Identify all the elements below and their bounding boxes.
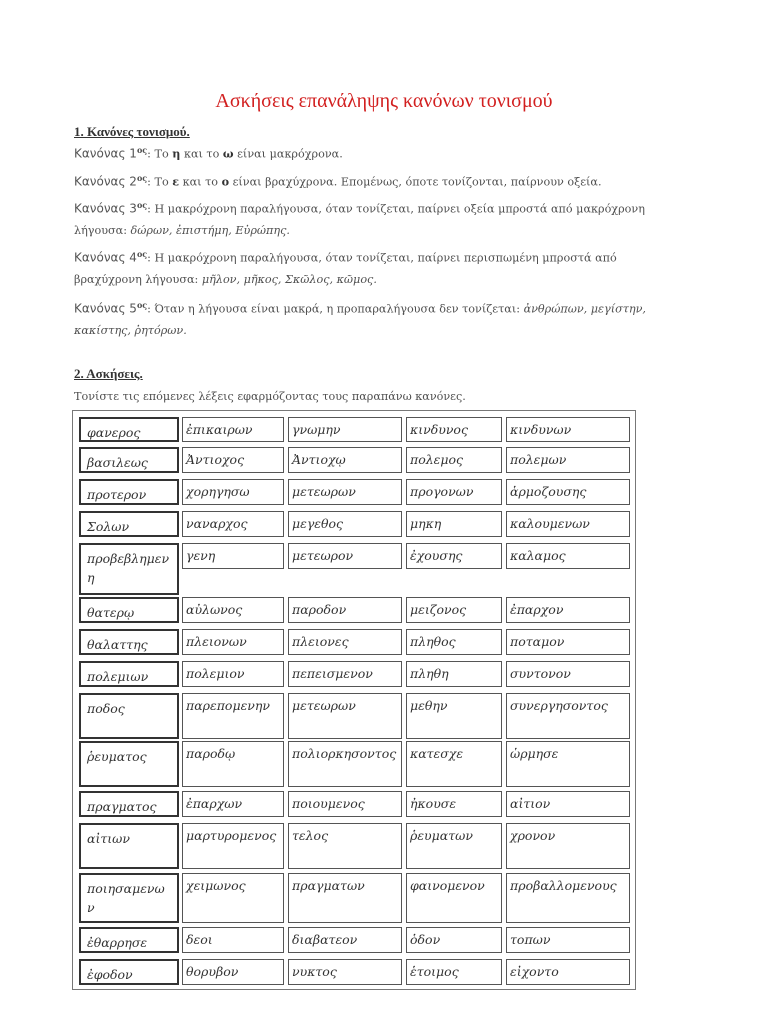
rule-label: Κανόνας 5 [74,301,137,316]
table-row [73,873,635,923]
table-cell-word-first: ἐφοδον [79,959,179,985]
table-cell-word-first: θατερῳ [79,597,179,623]
table-cell-word-first: φανερος [79,417,179,442]
rule-label: Κανόνας 1 [74,146,137,161]
table-cell-word-first: προβεβλημενη [79,543,179,595]
table-cell-word: πραγματων [288,873,402,923]
table-cell-word: Ἀντιοχῳ [288,447,402,473]
rule-2: Κανόνας $2^{o\varsigma}$: Το ε και το ο είναι βραχύχρονα. Επομένως, όποτε τονίζονται, παίρνουν οξεία. [74,173,602,189]
table-cell-word: συνεργησοντος [506,693,630,739]
table-cell-word: μειζονος [406,597,502,623]
table-cell-word: καλαμος [506,543,630,569]
table-cell-word: παροδῳ [182,741,284,787]
rule-label: Κανόνας 2 [74,174,137,189]
exercise-table [72,410,636,990]
table-row [73,927,635,953]
table-cell-word: μηκη [406,511,502,537]
table-cell-word: ἑτοιμος [406,959,502,985]
table-cell-word-first: ποιησαμενων [79,873,179,923]
table-cell-word: παροδον [288,597,402,623]
table-cell-word: Ἀντιοχος [182,447,284,473]
table-cell-word: γνωμην [288,417,402,442]
table-cell-word: μετεωρον [288,543,402,569]
document-title: Ασκήσεις επανάληψης κανόνων τονισμού [215,90,553,112]
table-cell-word: κατεσχε [406,741,502,787]
table-cell-word: ἐπαρχον [506,597,630,623]
table-row [73,661,635,687]
table-row [73,693,635,739]
table-cell-word: φαινομενον [406,873,502,923]
table-cell-word: διαβατεον [288,927,402,953]
table-cell-word: μαρτυρομενος [182,823,284,869]
rule-5: Κανόνας $5^{o\varsigma}$: Όταν η λήγουσα είναι μακρά, η προπαραλήγουσα δεν τονίζεται: ἀνθρώπων, μεγίστην, κακίστης, ῥητόρων. [74,300,646,337]
table-cell-word: κινδυνων [506,417,630,442]
rule-4: Κανόνας $4^{o\varsigma}$: Η μακρόχρονη παραλήγουσα, όταν τονίζεται, παίρνει περισπωμένη μπροστά από βραχύχρονη λήγουσα: μῆλον, μῆκος, Σκῶλος, κῶμος. [74,249,617,286]
table-row [73,959,635,985]
table-cell-word: ὡρμησε [506,741,630,787]
table-cell-word: πολεμος [406,447,502,473]
exercise-instruction: Τονίστε τις επόμενες λέξεις εφαρμόζοντας τους παραπάνω κανόνες. [74,390,466,403]
table-row [73,417,635,442]
table-cell-word: ὁδον [406,927,502,953]
table-row [73,741,635,787]
table-cell-word: μεθην [406,693,502,739]
table-cell-word-first: ἐθαρρησε [79,927,179,953]
rule-3: Κανόνας $3^{o\varsigma}$: Η μακρόχρονη παραλήγουσα, όταν τονίζεται, παίρνει οξεία μπροστά από μακρόχρονη λήγουσα: δώρων, ἐπιστήμη, Εὐρώπης. [74,200,645,237]
table-cell-word: πλειονες [288,629,402,655]
table-cell-word-first: ποδος [79,693,179,739]
table-row [73,629,635,655]
table-row [73,597,635,623]
table-cell-word: χειμωνος [182,873,284,923]
table-cell-word: εἰχοντο [506,959,630,985]
table-cell-word: δεοι [182,927,284,953]
table-cell-word: τελος [288,823,402,869]
table-cell-word: ἁρμοζουσης [506,479,630,505]
table-cell-word: χρονον [506,823,630,869]
table-cell-word: μετεωρων [288,693,402,739]
table-cell-word: αἰτιον [506,791,630,817]
table-cell-word: πεπεισμενον [288,661,402,687]
table-cell-word: καλουμενων [506,511,630,537]
table-cell-word: ἠκουσε [406,791,502,817]
table-cell-word: παρεπομενην [182,693,284,739]
table-cell-word: ῥευματων [406,823,502,869]
table-cell-word: πολιορκησοντος [288,741,402,787]
section-heading-exercises: 2. Ασκήσεις. [74,366,143,381]
table-cell-word: κινδυνος [406,417,502,442]
table-cell-word: μεγεθος [288,511,402,537]
table-row [73,511,635,537]
table-cell-word: ποιουμενος [288,791,402,817]
table-cell-word: αὐλωνος [182,597,284,623]
table-row [73,447,635,473]
table-cell-word: συντονον [506,661,630,687]
table-cell-word: ἐπικαιρων [182,417,284,442]
table-cell-word: νυκτος [288,959,402,985]
table-cell-word-first: θαλαττης [79,629,179,655]
table-cell-word-first: πραγματος [79,791,179,817]
table-cell-word-first: αἰτιων [79,823,179,869]
table-cell-word: προβαλλομενους [506,873,630,923]
table-cell-word: ἐπαρχων [182,791,284,817]
table-cell-word: προγονων [406,479,502,505]
table-row [73,823,635,869]
table-cell-word: πληθος [406,629,502,655]
table-cell-word-first: προτερον [79,479,179,505]
section-heading-rules: 1. Κανόνες τονισμού. [74,124,190,139]
table-cell-word: χορηγησω [182,479,284,505]
table-row [73,791,635,817]
table-row [73,479,635,505]
table-row [73,543,635,595]
table-cell-word: πολεμιον [182,661,284,687]
table-cell-word: ἐχουσης [406,543,502,569]
table-cell-word-first: ῥευματος [79,741,179,787]
table-cell-word: γενη [182,543,284,569]
table-cell-word-first: πολεμιων [79,661,179,687]
table-cell-word: πληθη [406,661,502,687]
table-cell-word: τοπων [506,927,630,953]
table-cell-word: πλειονων [182,629,284,655]
table-cell-word: ποταμον [506,629,630,655]
table-cell-word: μετεωρων [288,479,402,505]
table-cell-word-first: Σολων [79,511,179,537]
table-cell-word: πολεμων [506,447,630,473]
table-cell-word-first: βασιλεως [79,447,179,473]
rule-label: Κανόνας 4 [74,250,137,265]
rule-label: Κανόνας 3 [74,201,137,216]
rule-1: Κανόνας $1^{o\varsigma}$: Το η και το ω είναι μακρόχρονα. [74,145,343,161]
table-cell-word: θορυβον [182,959,284,985]
table-cell-word: ναναρχος [182,511,284,537]
